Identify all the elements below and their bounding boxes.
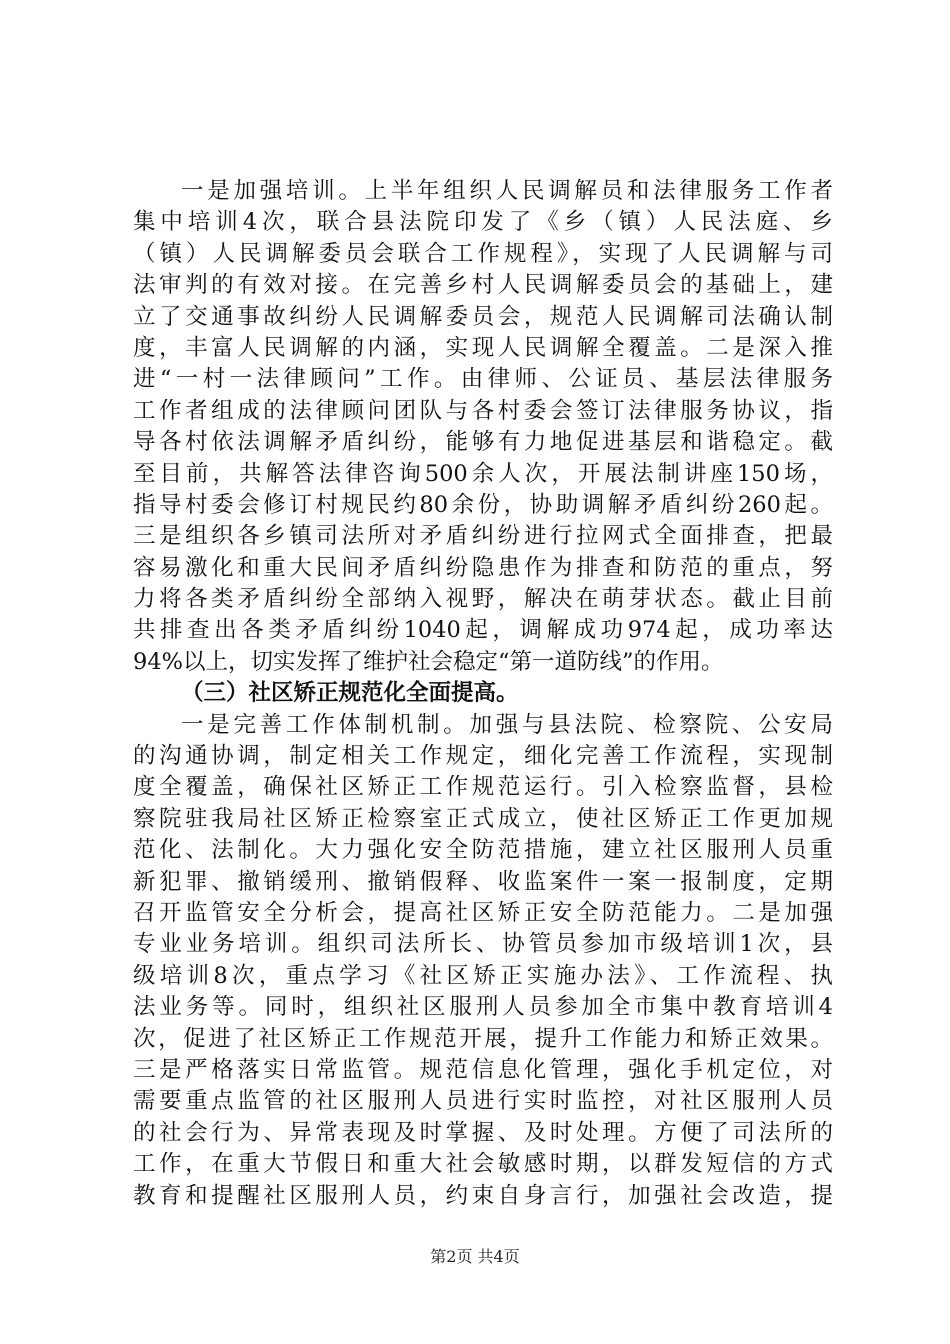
text-line: 导各村依法调解矛盾纠纷，能够有力地促进基层和谐稳定。截 — [133, 429, 833, 456]
text-line: 三是严格落实日常监管。规范信息化管理，强化手机定位，对 — [133, 1056, 833, 1083]
text-line: 工作者组成的法律顾问团队与各村委会签订法律服务协议，指 — [133, 397, 833, 424]
text-line: 三是组织各乡镇司法所对矛盾纠纷进行拉网式全面排查，把最 — [133, 523, 833, 550]
text-line: 教育和提醒社区服刑人员，约束自身言行，加强社会改造，提 — [133, 1182, 833, 1209]
page-footer — [0, 1244, 950, 1267]
text-line: 新犯罪、撤销缓刑、撤销假释、收监案件一案一报制度，定期 — [133, 868, 833, 895]
paragraph-community-correction — [133, 710, 833, 1212]
text-line: 94%以上，切实发挥了维护社会稳定“第一道防线”的作用。 — [133, 648, 724, 675]
text-line: 指导村委会修订村规民约80余份，协助调解矛盾纠纷260起。 — [133, 491, 833, 518]
text-line: 力将各类矛盾纠纷全部纳入视野，解决在萌芽状态。截止目前 — [133, 586, 833, 613]
paragraph-training — [133, 176, 833, 678]
text-line: 召开监管安全分析会，提高社区矫正安全防范能力。二是加强 — [133, 899, 833, 926]
text-line: 次，促进了社区矫正工作规范开展，提升工作能力和矫正效果。 — [133, 1025, 833, 1052]
text-line: 集中培训4次，联合县法院印发了《乡（镇）人民法庭、乡 — [133, 209, 833, 236]
page-number: 第2页 共4页 — [430, 1247, 520, 1266]
text-line: 范化、法制化。大力强化安全防范措施，建立社区服刑人员重 — [133, 837, 833, 864]
text-line: 法审判的有效对接。在完善乡村人民调解委员会的基础上，建 — [133, 272, 833, 299]
text-line: 共排查出各类矛盾纠纷1040起，调解成功974起，成功率达 — [133, 617, 833, 644]
text-line: 需要重点监管的社区服刑人员进行实时监控，对社区服刑人员 — [133, 1088, 833, 1115]
text-line: 法业务等。同时，组织社区服刑人员参加全市集中教育培训4 — [133, 994, 833, 1021]
text-line: 察院驻我局社区矫正检察室正式成立，使社区矫正工作更加规 — [133, 805, 833, 832]
text-line: 进“一村一法律顾问”工作。由律师、公证员、基层法律服务 — [133, 366, 833, 393]
text-line: 容易激化和重大民间矛盾纠纷隐患作为排查和防范的重点，努 — [133, 554, 833, 581]
text-line: 级培训8次，重点学习《社区矫正实施办法》、工作流程、执 — [133, 962, 833, 989]
document-body — [133, 176, 833, 1212]
text-line: 立了交通事故纠纷人民调解委员会，规范人民调解司法确认制 — [133, 303, 833, 330]
text-line: 度，丰富人民调解的内涵，实现人民调解全覆盖。二是深入推 — [133, 334, 833, 361]
text-line: 的社会行为、异常表现及时掌握、及时处理。方便了司法所的 — [133, 1119, 833, 1146]
text-line: 度全覆盖，确保社区矫正工作规范运行。引入检察监督，县检 — [133, 774, 833, 801]
section-heading: （三）社区矫正规范化全面提高。 — [181, 680, 519, 707]
text-line: 工作，在重大节假日和重大社会敏感时期，以群发短信的方式 — [133, 1151, 833, 1178]
text-line: 专业业务培训。组织司法所长、协管员参加市级培训1次，县 — [133, 931, 833, 958]
text-line: （镇）人民调解委员会联合工作规程》，实现了人民调解与司 — [133, 240, 833, 267]
text-line: 的沟通协调，制定相关工作规定，细化完善工作流程，实现制 — [133, 743, 833, 770]
text-line: 一是加强培训。上半年组织人民调解员和法律服务工作者 — [181, 178, 833, 204]
text-line: 至目前，共解答法律咨询500余人次，开展法制讲座150场， — [133, 460, 833, 487]
text-line: 一是完善工作体制机制。加强与县法院、检察院、公安局 — [181, 711, 833, 738]
